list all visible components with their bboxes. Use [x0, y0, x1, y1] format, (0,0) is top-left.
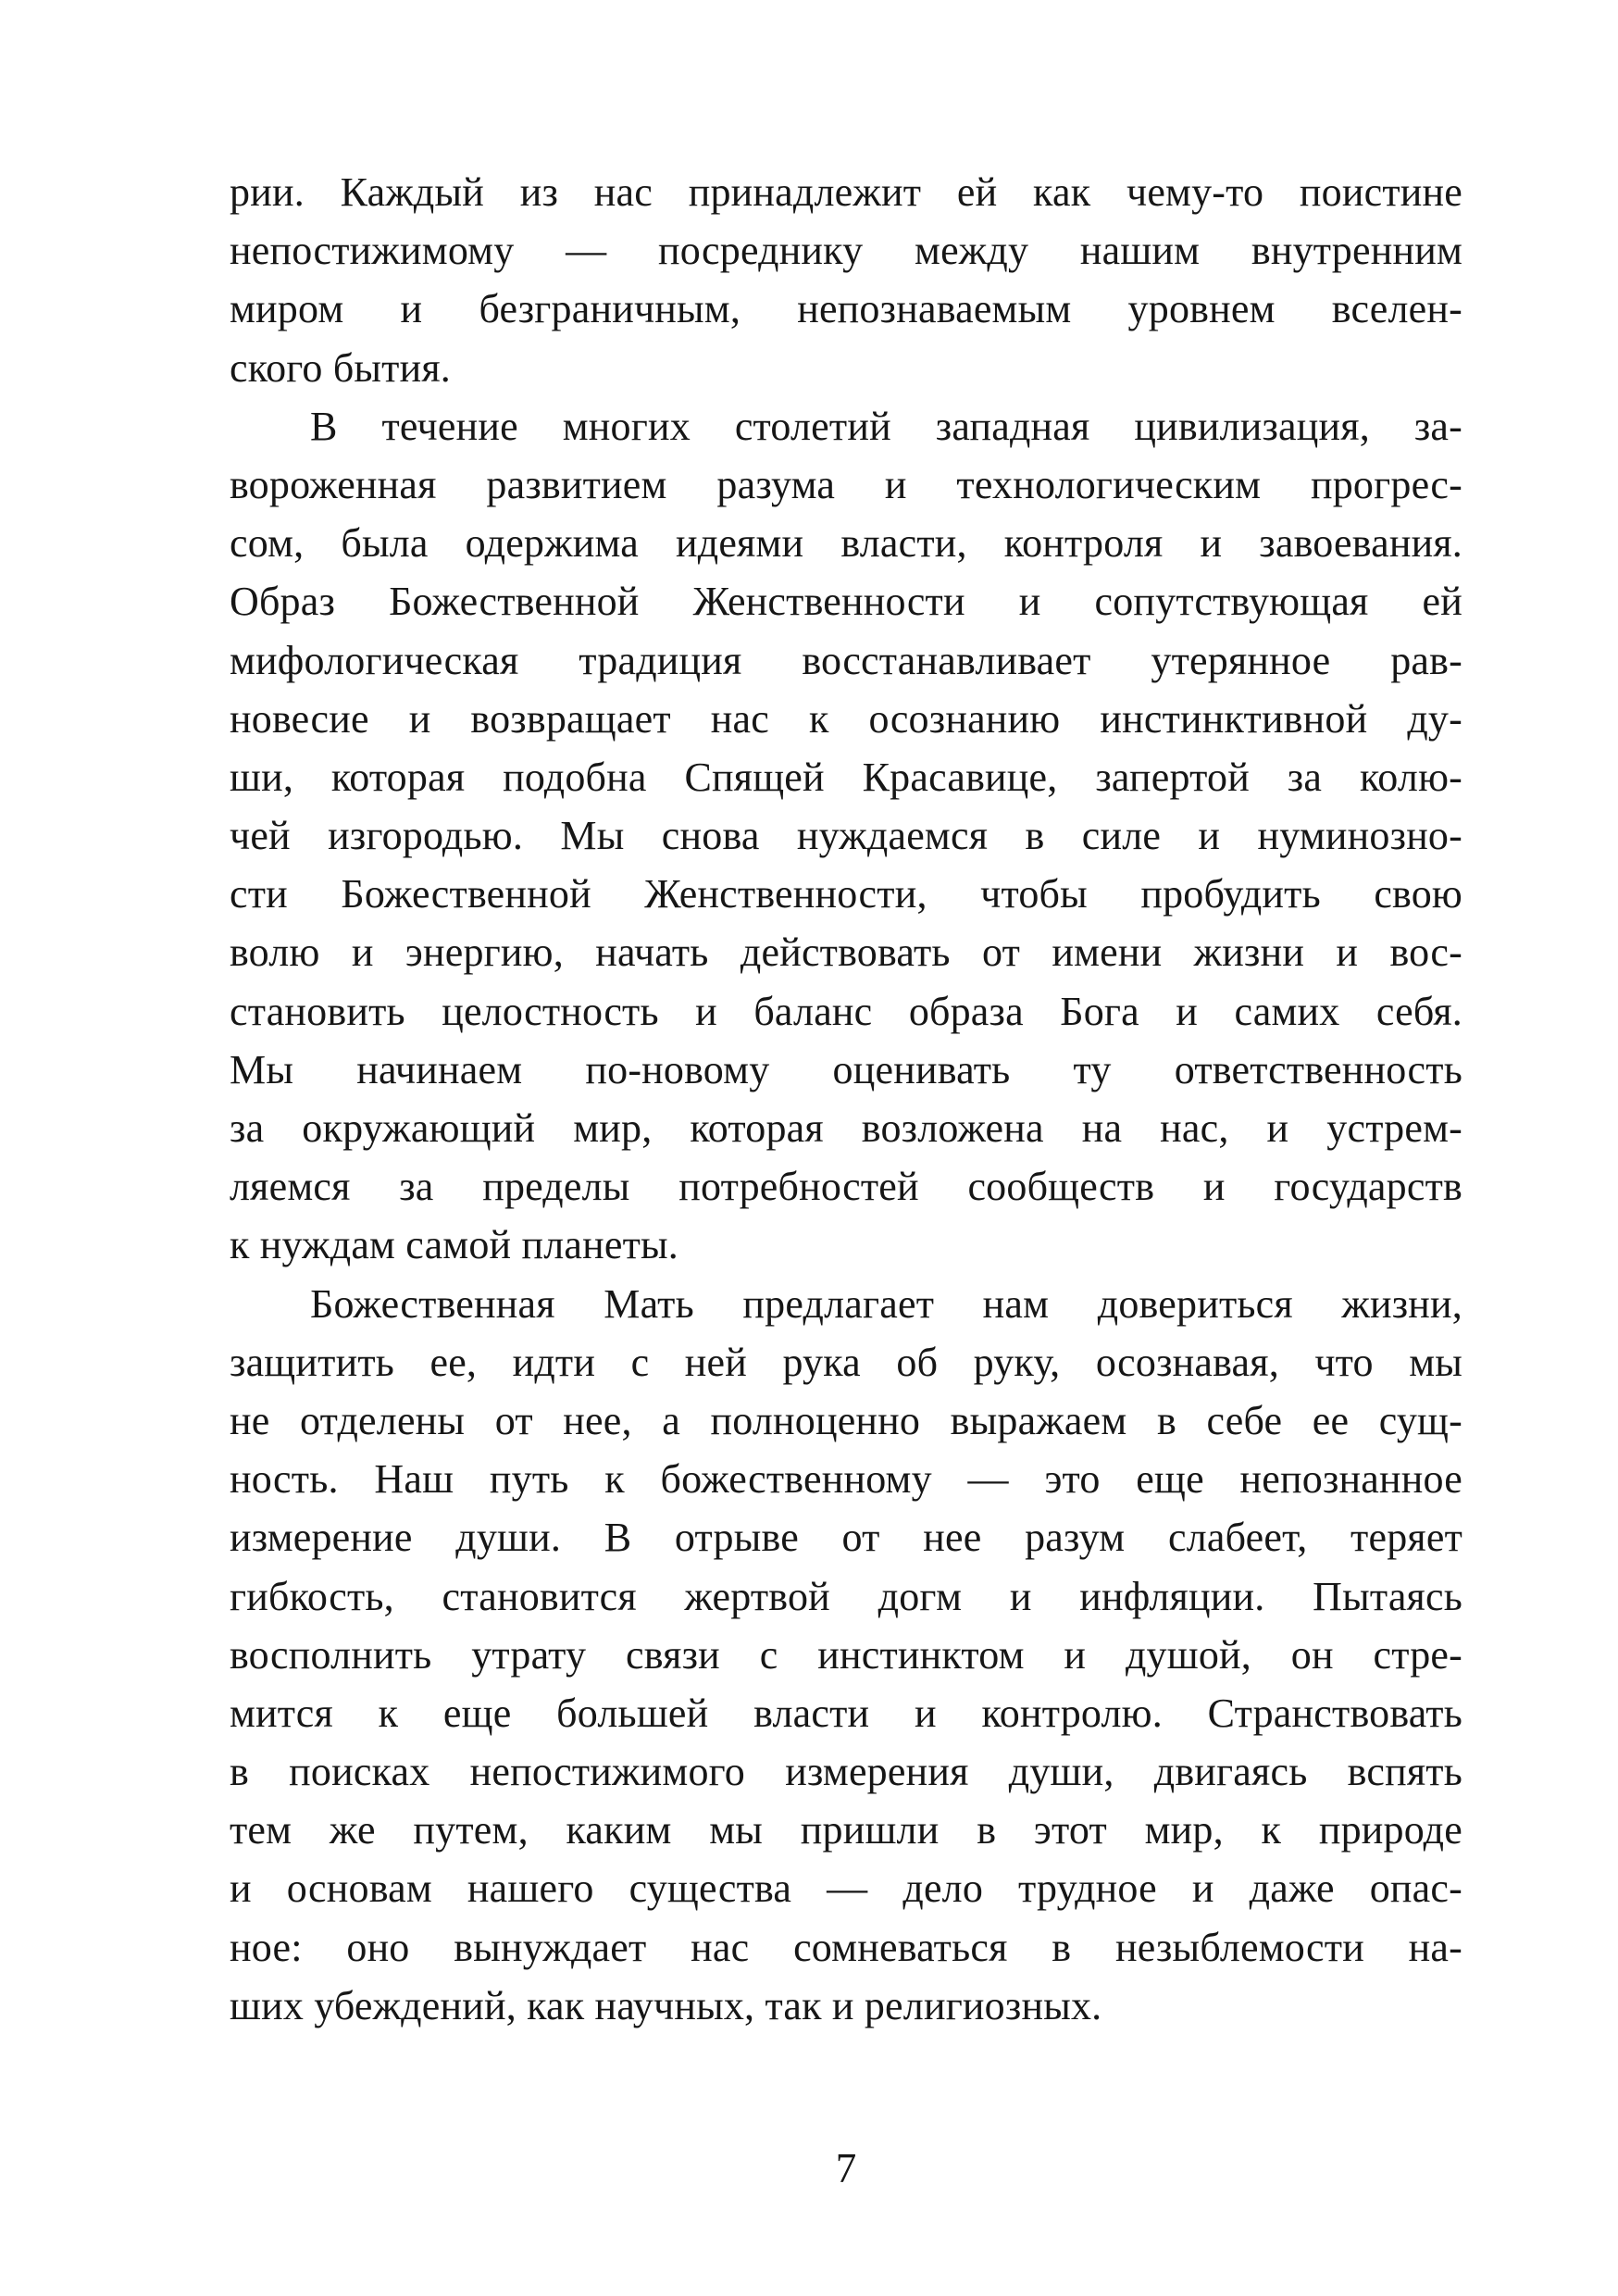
text-line: ского бытия. [230, 344, 451, 391]
text-line: восполнить утрату связи с инстинктом и душой, он стре- [230, 1631, 1462, 1678]
text-line: мится к еще большей власти и контролю. Странствовать [230, 1690, 1462, 1736]
text-line: рии. Каждый из нас принадлежит ей как чему-то поистине [230, 169, 1462, 215]
text-line: ших убеждений, как научных, так и религиозных. [230, 1982, 1102, 2028]
text-line: Образ Божественной Женственности и сопутствующая ей [230, 579, 1462, 625]
text-line: В течение многих столетий западная цивилизация, за- [310, 403, 1462, 449]
text-line: тем же путем, каким мы пришли в этот мир, к природе [230, 1807, 1462, 1853]
text-line: Мы начинаем по-новому оценивать ту ответственность [230, 1046, 1462, 1092]
text-line: не отделены от нее, а полноценно выражаем в себе ее сущ- [230, 1397, 1462, 1443]
text-line: ность. Наш путь к божественному — это еще непознанное [230, 1456, 1462, 1503]
text-line: ляемся за пределы потребностей сообществ и государств [230, 1164, 1462, 1210]
text-block [230, 163, 1462, 2035]
text-line: непостижимому — посреднику между нашим внутренним [230, 228, 1462, 274]
text-line: новесие и возвращает нас к осознанию инстинктивной ду- [230, 695, 1462, 742]
text-line: гибкость, становится жертвой догм и инфляции. Пытаясь [230, 1573, 1462, 1619]
text-line: измерение души. В отрыве от нее разум слабеет, теряет [230, 1515, 1462, 1561]
text-line: к нуждам самой планеты. [230, 1222, 678, 1268]
text-line: мифологическая традиция восстанавливает утерянное рав- [230, 637, 1462, 683]
text-line: становить целостность и баланс образа Бога и самих себя. [230, 988, 1462, 1034]
text-line: вороженная развитием разума и технологическим прогрес- [230, 461, 1462, 507]
text-line: Божественная Мать предлагает нам довериться жизни, [310, 1280, 1462, 1327]
text-line: защитить ее, идти с ней рука об руку, осознавая, что мы [230, 1339, 1462, 1385]
text-line: в поисках непостижимого измерения души, двигаясь вспять [230, 1749, 1462, 1795]
text-line: ное: оно вынуждает нас сомневаться в незыблемости на- [230, 1924, 1462, 1970]
text-line: волю и энергию, начать действовать от имени жизни и вос- [230, 930, 1462, 976]
text-line: миром и безграничным, непознаваемым уровнем вселен- [230, 286, 1462, 332]
text-line: сти Божественной Женственности, чтобы пробудить свою [230, 871, 1462, 917]
text-line: чей изгородью. Мы снова нуждаемся в силе и нуминозно- [230, 813, 1462, 859]
text-line: за окружающий мир, которая возложена на нас, и устрем- [230, 1105, 1462, 1151]
text-line: и основам нашего существа — дело трудное и даже опас- [230, 1866, 1462, 1912]
page-number: 7 [835, 2145, 857, 2191]
text-line: ши, которая подобна Спящей Красавице, запертой за колю- [230, 754, 1462, 800]
text-line: сом, была одержима идеями власти, контроля и завоевания. [230, 520, 1462, 567]
